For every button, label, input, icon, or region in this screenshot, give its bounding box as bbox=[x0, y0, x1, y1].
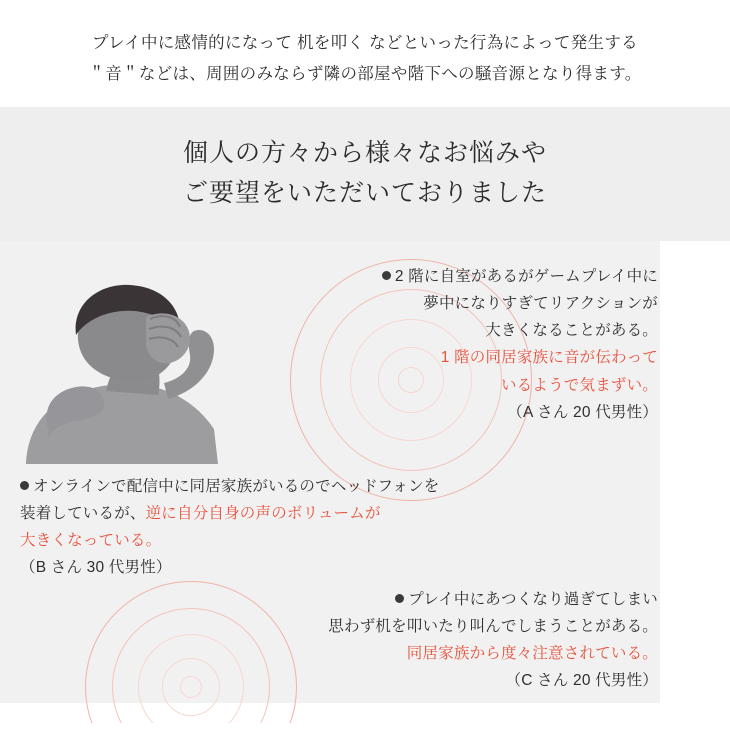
section-heading bbox=[0, 107, 730, 241]
testimonial-b-attribution: （B さん 30 代男性） bbox=[20, 559, 172, 577]
testimonial-c-attribution: （C さん 20 代男性） bbox=[505, 672, 658, 690]
testimonial-c-highlight-1: 同居家族から度々注意されている。 bbox=[406, 645, 658, 663]
testimonial-a-highlight-1: 1 階の同居家族に音が伝わって bbox=[440, 349, 658, 367]
testimonial-b-highlight-2: 大きくなっている。 bbox=[20, 532, 162, 550]
testimonial-a bbox=[258, 263, 658, 426]
bullet-icon bbox=[20, 481, 29, 490]
testimonial-a-highlight-2: いるようで気まずい。 bbox=[500, 376, 658, 394]
testimonial-a-line-1: 2 階に自室があるがゲームプレイ中に bbox=[258, 263, 658, 290]
testimonial-c-line-1: プレイ中にあつくなり過ぎてしまい bbox=[258, 586, 658, 613]
bullet-icon bbox=[382, 271, 391, 280]
testimonial-b-line-2: 装着しているが、逆に自分自身の声のボリュームが bbox=[20, 505, 381, 523]
testimonial-b bbox=[20, 473, 480, 582]
testimonial-a-line-3: 大きくなることがある。 bbox=[485, 322, 658, 340]
testimonial-c bbox=[258, 586, 658, 695]
photo-person-holding-head bbox=[18, 279, 248, 464]
testimonial-a-line-2: 夢中になりすぎてリアクションが bbox=[423, 295, 658, 313]
testimonial-b-highlight-1: 逆に自分自身の声のボリュームが bbox=[145, 505, 381, 523]
testimonials-area bbox=[0, 241, 730, 723]
heading-line-1: 個人の方々から様々なお悩みや bbox=[182, 139, 547, 168]
testimonial-a-attribution: （A さん 20 代男性） bbox=[507, 403, 658, 421]
testimonial-b-line-1: オンラインで配信中に同居家族がいるのでヘッドフォンを bbox=[20, 473, 480, 500]
heading-line-2: ご要望をいただいておりました bbox=[182, 179, 547, 208]
intro-line-2: ＂音＂などは、周囲のみならず隣の部屋や階下への騒音源となり得ます。 bbox=[88, 64, 642, 83]
intro-line-1: プレイ中に感情的になって 机を叩く などといった行為によって発生する bbox=[92, 34, 638, 52]
bullet-icon bbox=[395, 594, 404, 603]
testimonial-c-line-2: 思わず机を叩いたり叫んでしまうことがある。 bbox=[328, 618, 658, 636]
intro-block bbox=[0, 0, 730, 107]
